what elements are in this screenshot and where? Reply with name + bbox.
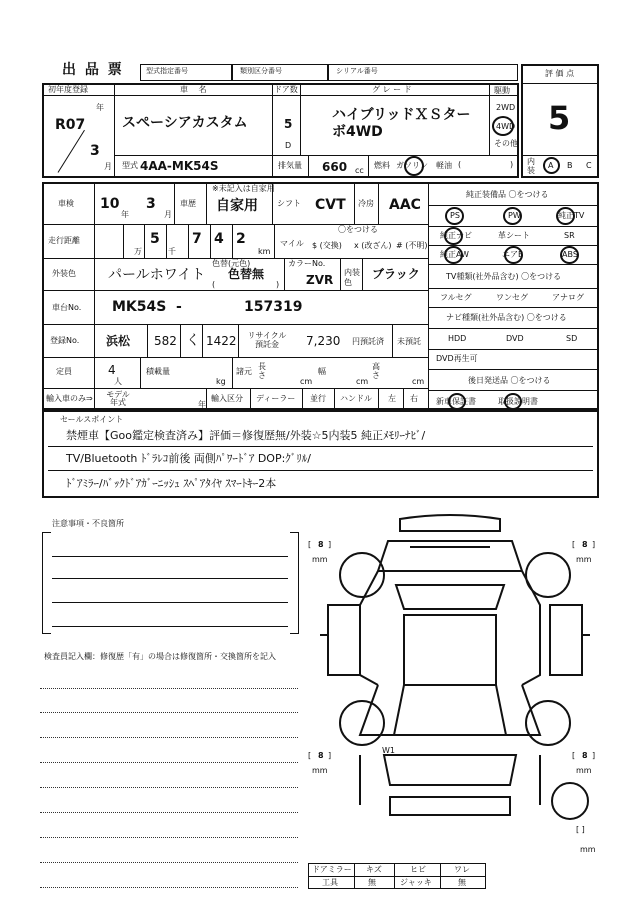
caution-line-3 xyxy=(52,602,288,603)
r1c2 xyxy=(174,182,175,224)
eq-sr: SR xyxy=(564,231,575,240)
mile-circle-note: 〇をつける xyxy=(338,225,378,234)
sales-line-2: TV/Bluetooth ﾄﾞﾗﾚｺ前後 両側ﾊﾟﾜｰﾄﾞｱ DOP:ｸﾞﾘﾙ/ xyxy=(66,452,312,465)
r7c3 xyxy=(250,388,251,410)
eq-airbag: エアB xyxy=(502,250,524,259)
interior-rule xyxy=(521,155,599,156)
tv-full: フルセグ xyxy=(440,293,472,302)
eq-r4 xyxy=(428,264,599,265)
tv-analog: アナログ xyxy=(552,293,584,302)
disp-rule xyxy=(308,155,309,178)
katashiki-label: 型式指定番号 xyxy=(146,67,188,75)
height-label: 高さ xyxy=(372,362,380,380)
shift-label: シフト xyxy=(277,199,301,208)
drive-4wd: 4WD xyxy=(496,122,516,131)
mil-c5 xyxy=(210,224,211,258)
mile-label: マイル xyxy=(280,239,304,248)
interior-a-circle xyxy=(543,157,560,174)
grade-line1: ハイブリッドＸＳター xyxy=(332,107,471,123)
kg-unit: kg xyxy=(216,377,226,386)
mil-c7 xyxy=(274,224,275,258)
tread-fr-close: ] xyxy=(592,540,596,549)
eq-navi: 純正ナビ xyxy=(440,231,472,240)
ruibetsu-label: 類別区分番号 xyxy=(240,67,282,75)
inspector-line-5 xyxy=(40,787,298,788)
ac-value: AAC xyxy=(389,197,421,213)
color-orig-label: 色替(元色) xyxy=(212,259,251,268)
length-cm: cm xyxy=(300,377,313,386)
r7c7 xyxy=(403,388,404,410)
drive-4wd-circle xyxy=(492,116,514,136)
sales-rule-1 xyxy=(48,446,593,447)
genuine-title: 純正装備品 〇をつける xyxy=(466,190,549,199)
row6-rule xyxy=(42,388,428,389)
shaken-label: 車検 xyxy=(58,199,74,208)
mil-c1 xyxy=(123,224,124,258)
inspector-line-8 xyxy=(40,862,298,863)
inspector-line-3 xyxy=(40,737,298,738)
dims-label: 諸元 xyxy=(236,367,252,376)
recycle-value: 7,230 xyxy=(306,334,341,348)
plate-kana: く xyxy=(186,333,200,349)
left-label: 左 xyxy=(388,394,396,403)
inspector-line-7 xyxy=(40,837,298,838)
legend-c2 xyxy=(394,863,395,889)
legend-r1c4: ワレ xyxy=(454,865,470,874)
sen-unit: 千 xyxy=(168,247,176,256)
car-outline xyxy=(320,515,590,819)
caution-line-1 xyxy=(52,556,288,557)
right-label: 右 xyxy=(410,394,418,403)
eq-r9 xyxy=(428,369,599,370)
tread-fl-value: 8 xyxy=(318,540,324,549)
month-unit: 月 xyxy=(104,162,112,171)
drive-other: その他 xyxy=(494,139,518,148)
r6c2 xyxy=(140,357,141,388)
inspector-label: 検査員記入欄：修復歴「有」の場合は修復箇所・交換箇所を記入 xyxy=(44,652,276,661)
inspector-line-2 xyxy=(40,712,298,713)
color-paren-open: ( xyxy=(212,280,216,289)
yen-label: 円預託済 xyxy=(352,337,384,346)
capacity-label: 定員 xyxy=(56,367,72,376)
inspector-line-6 xyxy=(40,812,298,813)
score-label: 評 価 点 xyxy=(545,69,575,78)
dealer-label: ディーラー xyxy=(256,394,296,403)
chassis-no: 157319 xyxy=(244,299,303,315)
model-year-unit: 年 xyxy=(198,400,206,409)
model-value: 4AA-MK54S xyxy=(140,159,219,173)
inspector-line-4 xyxy=(40,762,298,763)
color-label: 外装色 xyxy=(52,269,76,278)
caution-label: 注意事項・不良箇所 xyxy=(52,519,124,528)
mileage-d1: 5 xyxy=(150,231,160,247)
length-label: 長さ xyxy=(258,362,266,380)
fuel-rule xyxy=(368,155,369,178)
navi-dvd: DVD xyxy=(506,334,524,343)
sales-line-3: ﾄﾞｱﾐﾗｰ/ﾊﾞｯｸﾄﾞｱｶﾞｰﾆｯｼｭ ｽﾍﾟｱﾀｲﾔ ｽﾏｰﾄｷｰ2本 xyxy=(66,477,277,490)
displacement-value: 660 xyxy=(322,160,348,174)
tread-rl-open: [ xyxy=(308,751,312,760)
color-value: パールホワイト xyxy=(108,267,206,283)
grade-line2: ボ4WD xyxy=(332,124,383,140)
eq-abs: ABS xyxy=(562,250,578,259)
tread-rr-unit: mm xyxy=(576,766,592,775)
shaken-year-unit: 年 xyxy=(121,210,129,219)
r5c5 xyxy=(238,324,239,357)
later-manual-circle xyxy=(504,393,522,410)
tv-title: TV種類(社外品含む) 〇をつける xyxy=(446,272,562,281)
tread-rl-unit: mm xyxy=(312,766,328,775)
tread-rl-value: 8 xyxy=(318,751,324,760)
shift-value: CVT xyxy=(315,197,346,213)
height-cm: cm xyxy=(412,377,425,386)
handle-label: ハンドル xyxy=(340,394,372,403)
history-note: ※未記入は自家用 xyxy=(212,184,275,193)
first-reg-label: 初年度登録 xyxy=(48,85,88,94)
caution-bracket-left xyxy=(42,532,51,634)
legend-r2c3: ジャッキ xyxy=(400,878,432,887)
r6c3 xyxy=(232,357,233,388)
door-suffix: D xyxy=(285,141,292,150)
drive-label: 駆動 xyxy=(494,86,510,95)
r7c1 xyxy=(94,388,95,410)
vehicle-col1 xyxy=(114,83,115,178)
plate-no: 1422 xyxy=(206,334,237,348)
capacity-value: 4 xyxy=(108,363,116,377)
interior-a: A xyxy=(548,161,554,170)
row5-rule xyxy=(42,357,428,358)
mil-c2 xyxy=(144,224,145,258)
r7c2 xyxy=(206,388,207,410)
legend-r2c2: 無 xyxy=(368,878,376,887)
eq-ps: PS xyxy=(450,211,460,220)
diesel-paren-close: ) xyxy=(510,160,514,169)
r5c3 xyxy=(180,324,181,357)
vehicle-name: スペーシアカスタム xyxy=(122,115,248,131)
name-label: 車 名 xyxy=(180,85,211,94)
shaken-year: 10 xyxy=(100,196,120,212)
legend-mid xyxy=(308,876,486,877)
recycle-label: リサイクル預託金 xyxy=(247,331,287,349)
later-manual: 取扱説明書 xyxy=(498,397,538,406)
dvd-label: DVD再生可 xyxy=(436,354,478,363)
r7c5 xyxy=(334,388,335,410)
legend-r1c1: ドアミラー xyxy=(312,865,352,874)
interior-b: B xyxy=(567,161,573,170)
mil-c4 xyxy=(188,224,189,258)
score-value: 5 xyxy=(548,99,571,137)
sales-rule-2 xyxy=(48,470,593,471)
eq-r1 xyxy=(428,205,599,206)
grade-label: グ レ ー ド xyxy=(372,85,412,94)
interior-color-value: ブラック xyxy=(372,267,420,281)
diesel-paren-open: ( xyxy=(458,160,462,169)
eq-aw-circle xyxy=(444,246,463,264)
mileage-d2: 7 xyxy=(192,231,202,247)
r5c6 xyxy=(392,324,393,357)
sales-label: セールスポイント xyxy=(60,415,124,424)
tread-fr-unit: mm xyxy=(576,555,592,564)
eq-r6 xyxy=(428,307,599,308)
eq-tv-circle xyxy=(556,207,575,225)
width-label: 幅 xyxy=(318,367,326,376)
eq-navi-circle xyxy=(444,227,463,245)
tread-fl-close: ] xyxy=(328,540,332,549)
legend-r2c4: 無 xyxy=(458,878,466,887)
eq-r8 xyxy=(428,349,599,350)
fuel-value: ガソリン xyxy=(396,161,428,170)
shaken-month: 3 xyxy=(146,196,156,212)
import-kind-label: 輸入区分 xyxy=(211,394,243,403)
eq-tv: 純正TV xyxy=(558,211,585,220)
width-cm: cm xyxy=(356,377,369,386)
load-label: 積載量 xyxy=(146,367,170,376)
tread-spare-unit: mm xyxy=(580,845,596,854)
serial-label: シリアル番号 xyxy=(336,67,378,75)
legend-r2c1: 工具 xyxy=(322,878,338,887)
navi-hdd: HDD xyxy=(448,334,467,343)
r5c2 xyxy=(147,324,148,357)
first-reg-year: R07 xyxy=(55,117,86,133)
car-damage-diagram xyxy=(300,505,610,865)
eq-leather: 革シート xyxy=(498,231,530,240)
eq-r10 xyxy=(428,390,599,391)
history-value: 自家用 xyxy=(216,198,258,214)
caution-line-4 xyxy=(52,626,288,627)
vehicle-col4 xyxy=(489,83,490,155)
man-unit: 万 xyxy=(134,247,142,256)
interior-c: C xyxy=(586,161,592,170)
r3c2 xyxy=(284,258,285,290)
plate-area: 浜松 xyxy=(106,334,131,348)
history-label: 車歴 xyxy=(180,199,196,208)
displacement-label: 排気量 xyxy=(278,161,302,170)
r3c3 xyxy=(340,258,341,290)
r1c3 xyxy=(206,182,207,224)
fuel-label: 燃料 xyxy=(374,161,390,170)
chassis-dash: - xyxy=(176,299,182,315)
r3c4 xyxy=(362,258,363,290)
cc-unit: cc xyxy=(355,166,364,175)
r1c6 xyxy=(378,182,379,224)
tread-spare-bracket: [ ] xyxy=(576,825,585,834)
legend-c1 xyxy=(354,863,355,889)
model-label: 型式 xyxy=(122,161,138,170)
km-unit: km xyxy=(258,247,271,256)
import-label: 輸入車のみ⇒ xyxy=(46,394,93,403)
vehicle-col2 xyxy=(272,83,273,178)
sales-line-1: 禁煙車【Goo鑑定検査済み】評価＝修復歴無/外装☆5内装5 純正ﾒﾓﾘｰﾅﾋﾞ/ xyxy=(66,429,426,442)
label-col-rule xyxy=(94,182,95,410)
tread-rl-close: ] xyxy=(328,751,332,760)
doors-value: 5 xyxy=(284,117,293,131)
tread-rr-open: [ xyxy=(572,751,576,760)
r7c4 xyxy=(302,388,303,410)
tread-rr-value: 8 xyxy=(582,751,588,760)
diesel-label: 軽油 xyxy=(436,161,452,170)
interior-color-label: 内装色 xyxy=(344,268,360,287)
doors-label: ドア数 xyxy=(274,85,298,94)
mil-c3 xyxy=(166,224,167,258)
mileage-d3: 4 xyxy=(214,231,224,247)
later-warranty: 新車保証書 xyxy=(436,397,476,406)
color-no-label: カラーNo. xyxy=(288,259,326,268)
tread-fl-unit: mm xyxy=(312,555,328,564)
mileage-label: 走行距離 xyxy=(48,236,80,245)
equipment-split xyxy=(428,182,429,410)
eq-pw: PW xyxy=(508,211,521,220)
mile-opt-tamper: x (改ざん) xyxy=(354,241,392,250)
legend-r1c2: キズ xyxy=(366,865,382,874)
r1c4 xyxy=(272,182,273,224)
person-unit: 人 xyxy=(114,377,122,386)
eq-r5 xyxy=(428,288,599,289)
caution-bracket-right xyxy=(290,532,299,634)
mil-c6 xyxy=(232,224,233,258)
eq-r7 xyxy=(428,328,599,329)
legend-r1c3: ヒビ xyxy=(410,865,426,874)
navi-title: ナビ種類(社外品含む) 〇をつける xyxy=(446,313,567,322)
unpaid-label: 未預託 xyxy=(397,337,421,346)
later-warranty-circle xyxy=(448,393,466,410)
first-reg-month: 3 xyxy=(90,143,100,159)
parallel-label: 並行 xyxy=(310,394,326,403)
color-paren-close: ) xyxy=(276,280,280,289)
color-change: 色替無 xyxy=(228,267,265,281)
eq-airbag-circle xyxy=(504,246,523,264)
row4-rule xyxy=(42,324,428,325)
score-divider xyxy=(521,83,599,84)
later-title: 後日発送品 〇をつける xyxy=(468,376,551,385)
tread-fr-open: [ xyxy=(572,540,576,549)
plate-class: 582 xyxy=(154,334,177,348)
inspector-line-1 xyxy=(40,688,298,689)
vehicle-col3 xyxy=(300,83,301,155)
tv-one: ワンセグ xyxy=(496,293,528,302)
inspector-line-9 xyxy=(40,887,298,888)
mile-opt-unknown: # (不明) xyxy=(396,241,428,250)
form-title: 出 品 票 xyxy=(62,62,124,78)
vehicle-bottom-rule xyxy=(114,155,519,156)
model-year-label: モデル年式 xyxy=(106,390,130,407)
shaken-month-unit: 月 xyxy=(164,210,172,219)
ac-label: 冷房 xyxy=(358,199,374,208)
tread-rr-close: ] xyxy=(592,751,596,760)
drive-2wd: 2WD xyxy=(496,103,516,112)
r7c6 xyxy=(378,388,379,410)
tread-fl-open: [ xyxy=(308,540,312,549)
navi-sd: SD xyxy=(566,334,578,343)
r1c5 xyxy=(354,182,355,224)
plate-label: 登録No. xyxy=(50,336,80,345)
eq-abs-circle xyxy=(560,246,579,264)
r5c4 xyxy=(202,324,203,357)
legend-c3 xyxy=(440,863,441,889)
eq-aw: 純正AW xyxy=(440,250,469,259)
eq-pw-circle xyxy=(503,207,522,225)
eq-ps-circle xyxy=(445,207,464,225)
caution-line-2 xyxy=(52,578,288,579)
mark-w1: W1 xyxy=(382,746,395,755)
color-no-value: ZVR xyxy=(306,273,334,287)
mile-opt-exchange: $ (交換) xyxy=(312,241,342,250)
fuel-circle xyxy=(404,156,424,176)
tread-fr-value: 8 xyxy=(582,540,588,549)
mileage-d4: 2 xyxy=(236,231,246,247)
chassis-label: 車台No. xyxy=(52,303,82,312)
row3-rule xyxy=(42,290,428,291)
year-unit: 年 xyxy=(96,103,104,112)
interior-label: 内装 xyxy=(527,157,535,175)
chassis-model: MK54S xyxy=(112,299,167,315)
